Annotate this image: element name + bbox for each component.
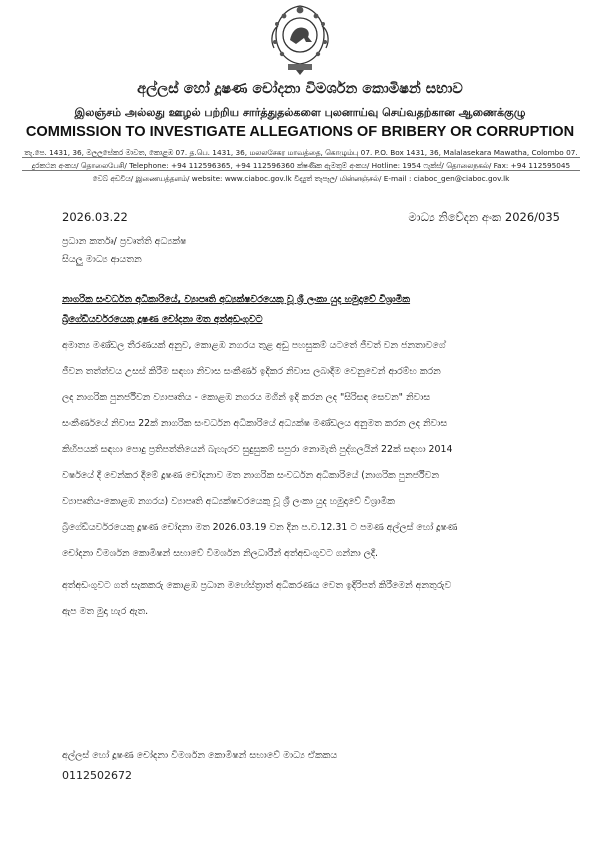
- release-number: මාධ්‍ය නිවේදන අංක 2026/035: [408, 210, 560, 224]
- paragraph-line: අමාත්‍ය මණ්ඩල තීරණයක් අනුව, කොළඹ නගරය තුළ අඩු පහසුකම් යටතේ ජීවත් වන ජනතාවගේ: [62, 340, 446, 351]
- paragraph-line: ලද නාගරික පුනර්ජීවන ව්‍යාපෘතිය - කොළඹ නගරය මගින් ඉදි කරන ලද "සිරිසඳ සෙවන" නිවාස: [62, 392, 431, 403]
- heading-line: බ්‍රිගේඩියර්වරයෙකු දූෂණ චෝදනා මත අත්අඩංගුවට: [62, 314, 263, 325]
- paragraph-line: ජීවන තත්ත්වය උසස් කිරීම සඳහා නිවාස සංකීර්ණ ඉදිකර නිවාස ලබාදීම වෙනුවෙන් ආරම්භ කරන: [62, 366, 441, 377]
- phone-line: දුරකථන අංකය/ தொலைபேசி/ Telephone: +94 112596365, +94 112596360 ක්ෂණික ඇමතුම් අංකය/ Hotline: 1954 ෆැක්ස්/ தொலைநகல்/ Fax: +94 112595045: [31, 161, 571, 170]
- commission-title-english: COMMISSION TO INVESTIGATE ALLEGATIONS OF BRIBERY OR CORRUPTION: [25, 124, 575, 140]
- header-divider: [22, 170, 580, 171]
- body-paragraph-2: [62, 573, 542, 625]
- commission-title-tamil: இலஞ்சம் அல்லது ஊழல் பற்றிய சார்த்துதல்களை புலனாய்வு செய்வதற்கான ஆணைக்குழு: [74, 106, 526, 119]
- paragraph-line: සංකීර්ණයේ නිවාස 22ක් නාගරික සංවර්ධන අධිකාරියේ අධ්‍යක්ෂ මණ්ඩලය අනුමත කරන ලද නිවාස: [62, 418, 448, 429]
- release-heading: [62, 290, 542, 330]
- paragraph-line: චෝදනා විමර්ශන කොමිෂන් සභාවේ විමර්ශන නිලධාරීන් අත්අඩංගුවට ගන්නා ලදී.: [62, 548, 378, 559]
- media-unit-signature: අල්ලස් හෝ දූෂණ චෝදනා විමර්ශන කොමිෂන් සභාවේ මාධ්‍ය ඒකකය: [62, 750, 338, 761]
- paragraph-line: වර්ෂයේ දී වෙන්කර දීමේ දූෂණ චෝදනාව මත නාගරික සංවර්ධන අධිකාරියේ (නාගරික පුනර්ජීවන: [62, 470, 439, 481]
- web-line: වෙබ් අඩවිය/ இணையத்தளம்/ website: www.ciaboc.gov.lk විද්‍යුත් තැපෑල/ மின்னஞ்சல்/ E-mail : ciaboc_gen@ciaboc.gov.lk: [92, 174, 510, 183]
- recipient-line: සියලු මාධ්‍ය ආයතන: [62, 254, 142, 265]
- media-unit-phone: 0112502672: [62, 769, 132, 782]
- paragraph-line: කිහිපයක් සඳහා පොදු ප්‍රතිපත්තියෙන් බැහැරව සුදුසුකම් සපුරා නොමැති පුද්ගලයින් 22ක් සඳහා 2014: [62, 444, 453, 455]
- commission-title-sinhala: අල්ලස් හෝ දූෂණ චෝදනා විමර්ශන කොමිෂන් සභාව: [137, 80, 463, 97]
- paragraph-line: බ්‍රිගේඩියර්වරයෙකු දූෂණ චෝදනා මත 2026.03.19 වන දින ප.ව.12.31 ට පමණ අල්ලස් හෝ දූෂණ: [62, 522, 458, 533]
- paragraph-line: ව්‍යාපෘතිය-කොළඹ නගරය) ව්‍යාපෘති අධ්‍යක්ෂවරයෙකු වූ ශ්‍රී ලංකා යුද හමුදාවේ විශ්‍රාමික: [62, 496, 395, 507]
- heading-line: නාගරික සංවර්ධන අධිකාරියේ, ව්‍යාපෘති අධ්‍යක්ෂවරයෙකු වූ ශ්‍රී ලංකා යුද හමුදාවේ විශ්‍රාමික: [62, 294, 411, 305]
- release-date: 2026.03.22: [62, 210, 128, 224]
- recipient-line: ප්‍රධාන කර්තෘ/ ප්‍රවෘත්ති අධ්‍යක්ෂ: [62, 236, 187, 247]
- header-divider: [22, 157, 580, 158]
- body-paragraph-1: [62, 333, 542, 567]
- paragraph-line: ඇප මත මුදා හැර ඇත.: [62, 606, 149, 617]
- sri-lanka-national-emblem-icon: [262, 2, 338, 76]
- paragraph-line: අත්අඩංගුවට ගත් සැකකරු කොළඹ ප්‍රධාන මහේස්ත්‍රාත් අධිකරණය වෙත ඉදිරිපත් කිරීමෙන් අනතුරුව: [62, 580, 452, 591]
- address-line: තැ.පෙ. 1431, 36, මලලසේකර මාවත, කොළඹ 07. த.பெ. 1431, 36, மலலசேகர மாவத்தை, கொழும்பு 07. P.O. Box 1431, 36, Malalasekara Mawatha, Colombo 07.: [24, 148, 578, 157]
